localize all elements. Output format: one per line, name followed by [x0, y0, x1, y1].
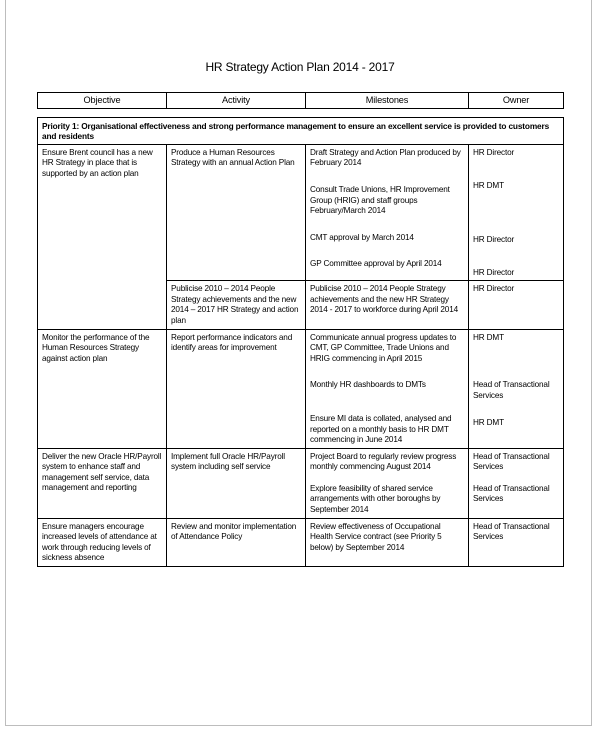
owner: HR DMT — [473, 332, 504, 342]
document-title: HR Strategy Action Plan 2014 - 2017 — [205, 60, 395, 74]
objective-cell: Ensure managers encourage increased levels of attendance at work through reducing levels of sickness absence — [38, 518, 167, 566]
priority-heading: Priority 1: Organisational effectiveness and strong performance management to ensure an excellent service is provided to customers and residents — [38, 117, 564, 144]
owner: HR Director — [473, 284, 515, 294]
milestones-cell — [306, 518, 469, 566]
activity-cell: Report performance indicators and identify areas for improvement — [167, 329, 306, 448]
milestone: Communicate annual progress updates to CMT, GP Committee, Trade Unions and HRIG commencing in April 2015 — [310, 332, 457, 363]
owner-cell — [469, 329, 564, 448]
action-plan-table — [37, 92, 564, 567]
activity-cell: Publicise 2010 – 2014 People Strategy achievements and the new 2014 – 2017 HR Strategy and action plan — [167, 281, 306, 329]
milestone: GP Committee approval by April 2014 — [310, 259, 442, 269]
owner-cell — [469, 144, 564, 280]
header-milestones: Milestones — [306, 93, 469, 109]
table-row — [38, 448, 564, 518]
milestones-cell — [306, 144, 469, 280]
owner: HR DMT — [473, 181, 504, 191]
owner: Head of Transactional Services — [473, 521, 550, 542]
milestones-cell — [306, 281, 469, 329]
spacer-row — [38, 108, 564, 117]
milestone: Monthly HR dashboards to DMTs — [310, 380, 426, 390]
milestone: CMT approval by March 2014 — [310, 232, 414, 242]
owner-cell — [469, 281, 564, 329]
milestones-cell — [306, 448, 469, 518]
header-objective: Objective — [38, 93, 167, 109]
activity-cell: Produce a Human Resources Strategy with an annual Action Plan — [167, 144, 306, 280]
objective-cell: Deliver the new Oracle HR/Payroll system to enhance staff and management self service, data management and reporting — [38, 448, 167, 518]
activity-cell: Implement full Oracle HR/Payroll system including self service — [167, 448, 306, 518]
header-activity: Activity — [167, 93, 306, 109]
owner: HR DMT — [473, 418, 504, 428]
milestone: Explore feasibility of shared service arrangements with other boroughs by September 2014 — [310, 483, 441, 515]
table-row — [38, 518, 564, 566]
table-row — [38, 329, 564, 448]
spacer-cell — [38, 108, 564, 117]
objective-cell: Ensure Brent council has a new HR Strategy in place that is supported by an action plan — [38, 144, 167, 329]
owner: Head of Transactional Services — [473, 380, 550, 400]
owner-cell — [469, 448, 564, 518]
objective-cell: Monitor the performance of the Human Resources Strategy against action plan — [38, 329, 167, 448]
owner-cell — [469, 518, 564, 566]
table-header-row — [38, 93, 564, 109]
owner: HR Director — [473, 147, 515, 157]
owner: HR Director — [473, 267, 515, 277]
activity-cell: Review and monitor implementation of Attendance Policy — [167, 518, 306, 566]
milestone: Review effectiveness of Occupational Health Service contract (see Priority 5 below) by September 2014 — [310, 521, 442, 552]
milestones-cell — [306, 329, 469, 448]
table-row — [38, 144, 564, 280]
milestone: Publicise 2010 – 2014 People Strategy achievements and the new HR Strategy 2014 - 2017 to workforce during April 2014 — [310, 284, 458, 315]
header-owner: Owner — [469, 93, 564, 109]
owner: HR Director — [473, 234, 515, 244]
owner: Head of Transactional Services — [473, 483, 550, 504]
owner: Head of Transactional Services — [473, 451, 550, 472]
priority-row — [38, 117, 564, 144]
milestone: Ensure MI data is collated, analysed and reported on a monthly basis to HR DMT commencing in June 2014 — [310, 413, 452, 445]
milestone: Project Board to regularly review progress monthly commencing August 2014 — [310, 451, 457, 472]
milestone: Draft Strategy and Action Plan produced by February 2014 — [310, 147, 461, 168]
milestone: Consult Trade Unions, HR Improvement Group (HRIG) and staff groups February/March 2014 — [310, 184, 450, 216]
